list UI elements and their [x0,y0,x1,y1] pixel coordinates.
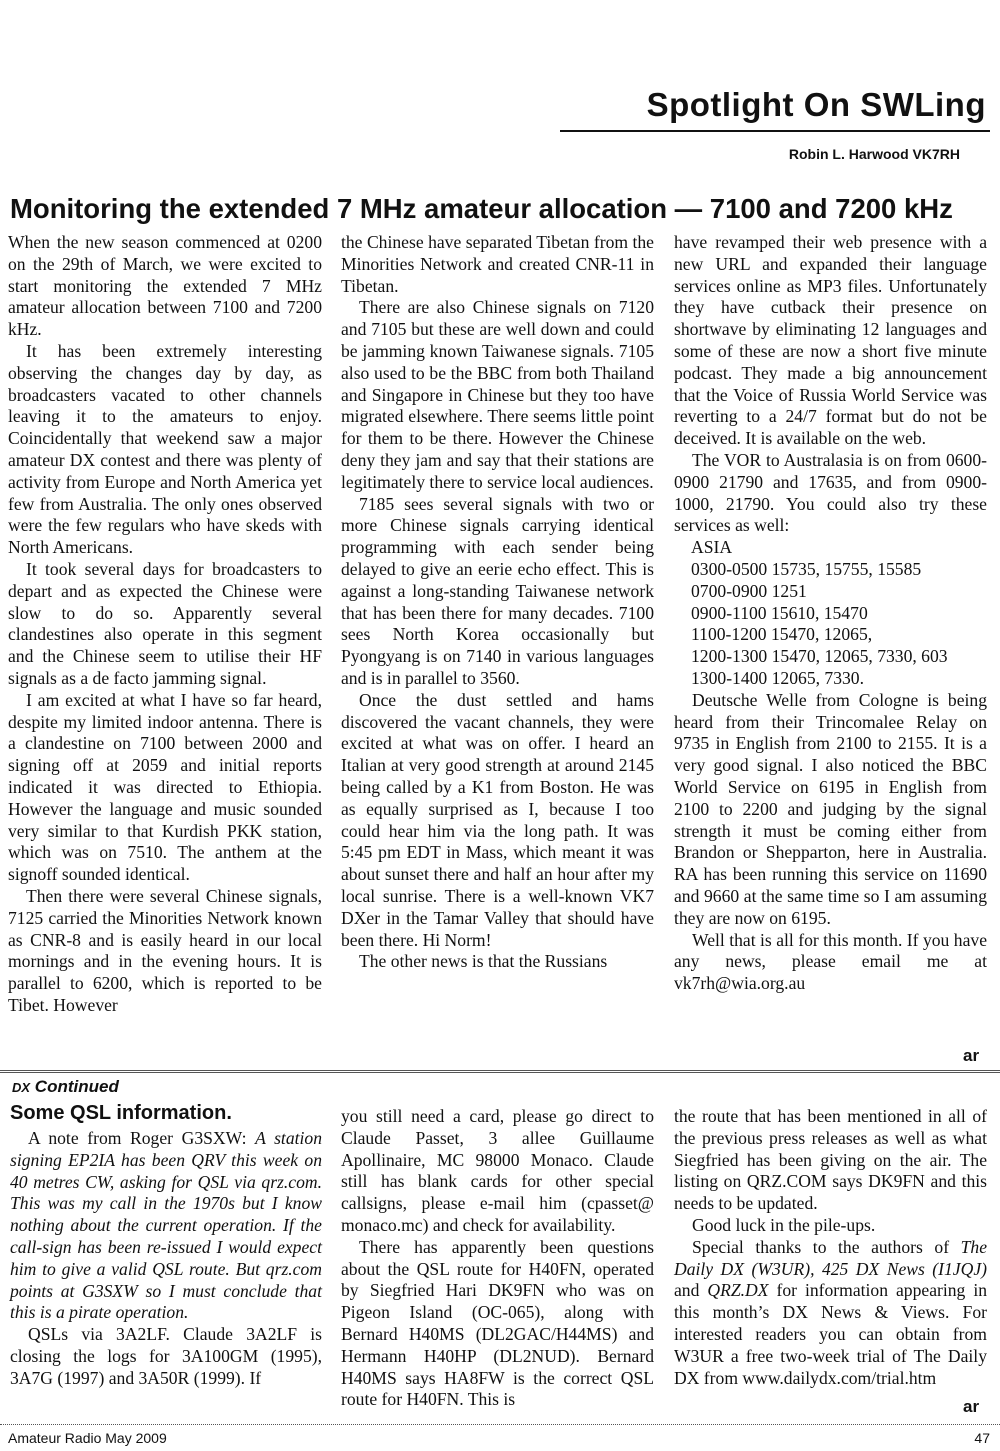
paragraph: you still need a card, please go direct to Claude Passet, 3 allee Guillaume Apollinaire, MC 98000 Monaco. Claude still has blank cards for other special callsigns, please e-mail him (cpasset@ monaco.mc) and check for availability. [341,1106,654,1235]
article-headline: Monitoring the extended 7 MHz amateur allocation — 7100 and 7200 kHz [10,193,953,224]
paragraph: The other news is that the Russians [359,951,608,972]
schedule-item: ASIA [691,537,733,558]
paragraph: have revamped their web presence with a new URL and expanded their language services online as MP3 files. Unfortunately they have cutback their presence on shortwave by eliminating 12 languages and some of these are now a short five minute podcast. They made a big announcement that the Voice of Russia World Service was reverting to a 24/7 format but do not be deceived. It is available on the web. [674,232,987,449]
dx-column-2 [341,1106,654,1411]
section-title: Spotlight On SWLing [646,86,986,123]
paragraph: the route that has been mentioned in all of the previous press releases as well as what Siegfried has been giving on the air. The listing on QRZ.COM says DK9FN and this needs to be updated. [674,1106,987,1214]
schedule-list [674,537,987,690]
paragraph: Then there were several Chinese signals, 7125 carried the Minorities Network known as CNR-8 and is easily heard in our local mornings and in the evening hours. It is parallel to 6200, which is reported to be Tibet. However [8,885,322,1015]
paragraph [10,1128,322,1324]
paragraph: When the new season commenced at 0200 on the 29th of March, we were excited to start monitoring the extended 7 MHz amateur allocation between 7100 and 7200 kHz. [8,232,322,340]
continued-text: Continued [34,1077,119,1096]
paragraph: the Chinese have separated Tibetan from the Minorities Network and created CNR-11 in Tibetan. [341,232,654,296]
dx-prefix: DX [12,1080,31,1095]
header-rule [560,130,990,132]
footer-rule [0,1424,1000,1425]
paragraph: The VOR to Australasia is on from 0600-0900 21790 and 17635, and from 0900-1000, 21790. You could also try these services as well: [674,449,987,536]
publication-footer: Amateur Radio May 2009 [8,1430,167,1446]
schedule-item: 0900-1100 15610, 15470 [691,602,868,623]
and-text: and [674,1280,708,1301]
paragraph: Good luck in the pile-ups. [692,1214,876,1235]
dx-continued-label [12,1077,119,1097]
thanks-tail: for information appearing in this month’s DX News & Views. For interested readers you can obtain from W3UR a free two-week trial of The Daily DX from www.dailydx.com/trial.htm [674,1280,988,1388]
article-column-1 [8,232,322,1017]
quote-lead: A note from Roger G3SXW: [28,1128,256,1148]
paragraph: QSLs via 3A2LF. Claude 3A2LF is closing the logs for 3A100GM (1995), 3A7G (1997) and 3A50R (1999). If [10,1324,322,1388]
dx-end-mark: ar [963,1397,980,1416]
paragraph: There are also Chinese signals on 7120 and 7105 but these are well down and could be jamming known Taiwanese signals. 7105 also used to be the BBC from both Thailand and Singapore in Chinese but they too have migrated elsewhere. There seems little point for them to be there. However the Chinese deny they jam and say that their stations are legitimately there to service local audiences. [341,297,654,492]
article-column-3 [674,232,987,995]
dx-column-1 [10,1128,322,1390]
schedule-item: 1200-1300 15470, 12065, 7330, 603 [691,646,948,667]
paragraph [674,1237,987,1390]
schedule-item: 0300-0500 15735, 15755, 15585 [691,558,922,579]
paragraph: There has apparently been questions about the QSL route for H40FN, operated by Siegfried Hari DK9FN who was on Pigeon Island (OC-065), along with Bernard H40MS (DL2GAC/H44MS) and Hermann H40HP (DL2NUD). Bernard H40MS says HA8FW is the correct QSL route for H40FN. This is [341,1236,654,1410]
paragraph: 7185 sees several signals with two or more Chinese signals carrying identical programming with each sender being delayed to give an eerie echo effect. This is against a long-standing Taiwanese network that has been there for many decades. 7100 sees North Korea occasionally but Pyongyang is on 7140 in various languages and is in parallel to 3560. [341,493,654,688]
paragraph: It took several days for broadcasters to depart and as expected the Chinese were slow to do so. Apparently several clandestines also operate in this segment and the Chinese seem to utilise their HF signals as a de facto jamming signal. [8,558,322,688]
paragraph: Deutsche Welle from Cologne is being heard from their Trincomalee Relay on 9735 in English from 2100 to 2155. It is a very good signal. I also noticed the BBC World Service on 6195 in English from 2100 to 2200 and judging by the signal strength it must be coming either from Brandon or Shepparton, here in Australia. RA has been running this service on 11690 and 9660 at the same time so I am assuming they are now on 6195. [674,689,987,928]
paragraph: Well that is all for this month. If you have any news, please email me at vk7rh@wia.org.au [674,929,987,994]
schedule-item: 1300-1400 12065, 7330. [691,667,864,688]
qsl-heading: Some QSL information. [10,1102,232,1124]
article-column-2 [341,232,654,973]
page-number: 47 [974,1430,990,1446]
section-divider [0,1070,1000,1073]
dx-column-3 [674,1106,987,1389]
source-1: The Daily DX (W3UR), 425 DX News (I1JQJ) [674,1236,987,1279]
paragraph: Once the dust settled and hams discovered the vacant channels, they were excited at what was on offer. I heard an Italian at very good strength at around 2145 being called by a K1 from Boston. He was as equally surprised as I, because I too could hear him via the long path. It was 5:45 pm EDT in Mass, which meant it was about sunset there and half an hour after my local sunrise. There is a well-known VK7 DXer in the Tamar Valley that should have been there. Hi Norm! [341,689,654,950]
author-byline: Robin L. Harwood VK7RH [788,146,960,162]
quoted-note: A station signing EP2IA has been QRV this week on 40 metres CW, asking for QSL via qrz.com. This was my call in the 1970s but I know nothing about the current operation. If the call-sign has been re-issued I would expect him to give a valid QSL route. But qrz.com points at G3SXW so I must conclude that this is a pirate operation. [10,1128,322,1323]
source-2: QRZ.DX [707,1280,769,1301]
thanks-lead: Special thanks to the authors of [692,1236,961,1257]
schedule-item: 0700-0900 1251 [691,580,807,601]
schedule-item: 1100-1200 15470, 12065, [691,624,873,645]
paragraph: It has been extremely interesting observing the changes day by day, as broadcasters vacated to other channels leaving it to the amateurs to enjoy. Coincidentally that weekend saw a major amateur DX contest and there was plenty of activity from Europe and North America yet few from Australia. The only ones observed were the few regulars who have skeds with North Americans. [8,340,322,558]
paragraph: I am excited at what I have so far heard, despite my limited indoor antenna. There is a clandestine on 7100 between 2000 and signing off at 2059 and initial reports indicated it was directed to Ethiopia. However the language and music sounded very similar to that Kurdish PKK station, which was on 7510. The anthem at the signoff sounded identical. [8,689,322,885]
article-end-mark: ar [963,1046,980,1065]
